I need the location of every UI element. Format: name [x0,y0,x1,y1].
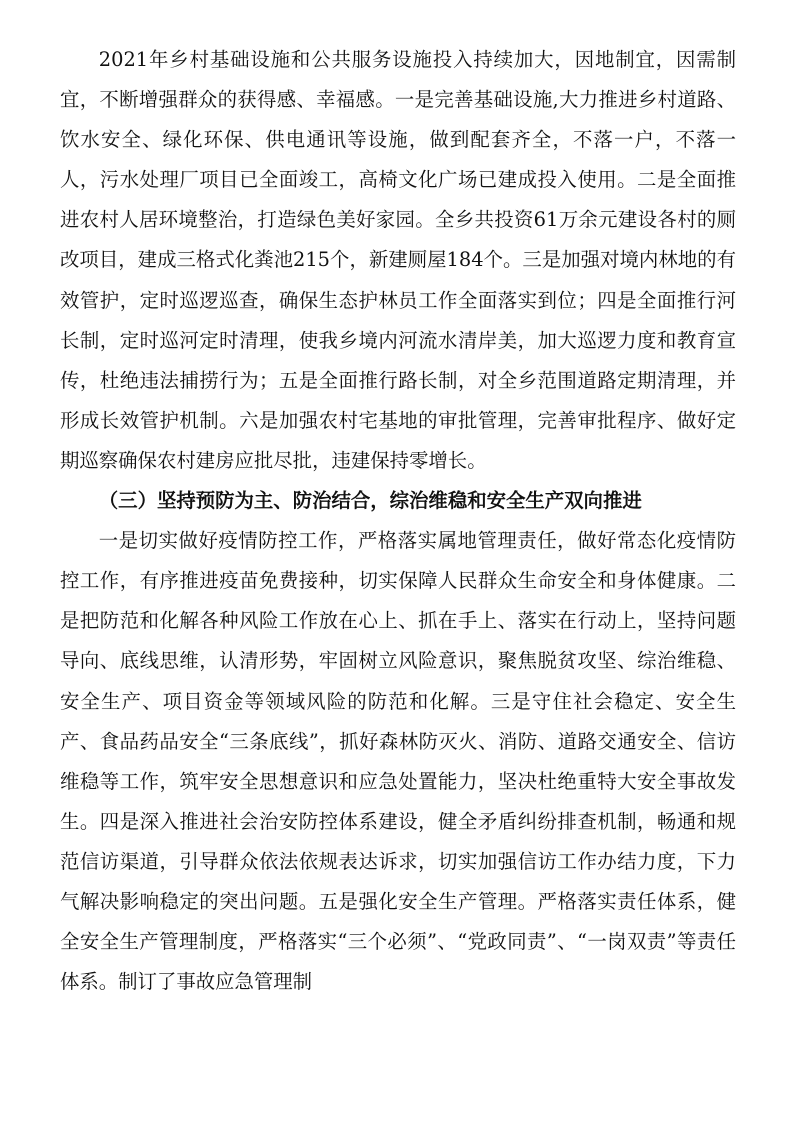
paragraph-safety: 一是切实做好疫情防控工作，严格落实属地管理责任，做好常态化疫情防控工作，有序推进疫苗免费接种，切实保障人民群众生命安全和身体健康。二是把防范和化解各种风险工作放在心上、抓在手上、落实在行动上，坚持问题导向、底线思维，认清形势，牢固树立风险意识，聚焦脱贫攻坚、综治维稳、安全生产、项目资金等领域风险的防范和化解。三是守住社会稳定、安全生产、食品药品安全“三条底线”，抓好森林防灭火、消防、道路交通安全、信访维稳等工作，筑牢安全思想意识和应急处置能力，坚决杜绝重特大安全事故发生。四是深入推进社会治安防控体系建设，健全矛盾纠纷排查机制，畅通和规范信访渠道，引导群众依法依规表达诉求，切实加强信访工作办结力度，下力气解决影响稳定的突出问题。五是强化安全生产管理。严格落实责任体系，健全安全生产管理制度，严格落实“三个必须”、“党政同责”、“一岗双责”等责任体系。制订了事故应急管理制 [60,529,736,994]
section-heading-three: （三）坚持预防为主、防治结合，综治维稳和安全生产双向推进 [98,489,642,513]
paragraph-infrastructure: 2021年乡村基础设施和公共服务设施投入持续加大，因地制宜，因需制宜，不断增强群众的获得感、幸福感。一是完善基础设施,大力推进乡村道路、饮水安全、绿化环保、供电通讯等设施，做到配套齐全，不落一户，不落一人，污水处理厂项目已全面竣工，高椅文化广场已建成投入使用。二是全面推进农村人居环境整治，打造绿色美好家园。全乡共投资61万余元建设各村的厕改项目，建成三格式化粪池215个，新建厕屋184个。三是加强对境内林地的有效管护，定时巡逻巡查，确保生态护林员工作全面落实到位；四是全面推行河长制，定时巡河定时清理，使我乡境内河流水清岸美，加大巡逻力度和教育宣传，杜绝违法捕捞行为；五是全面推行路长制，对全乡范围道路定期清理，并形成长效管护机制。六是加强农村宅基地的审批管理，完善审批程序、做好定期巡察确保农村建房应批尽批，违建保持零增长。 [60,48,736,472]
document-page [60,40,736,1002]
